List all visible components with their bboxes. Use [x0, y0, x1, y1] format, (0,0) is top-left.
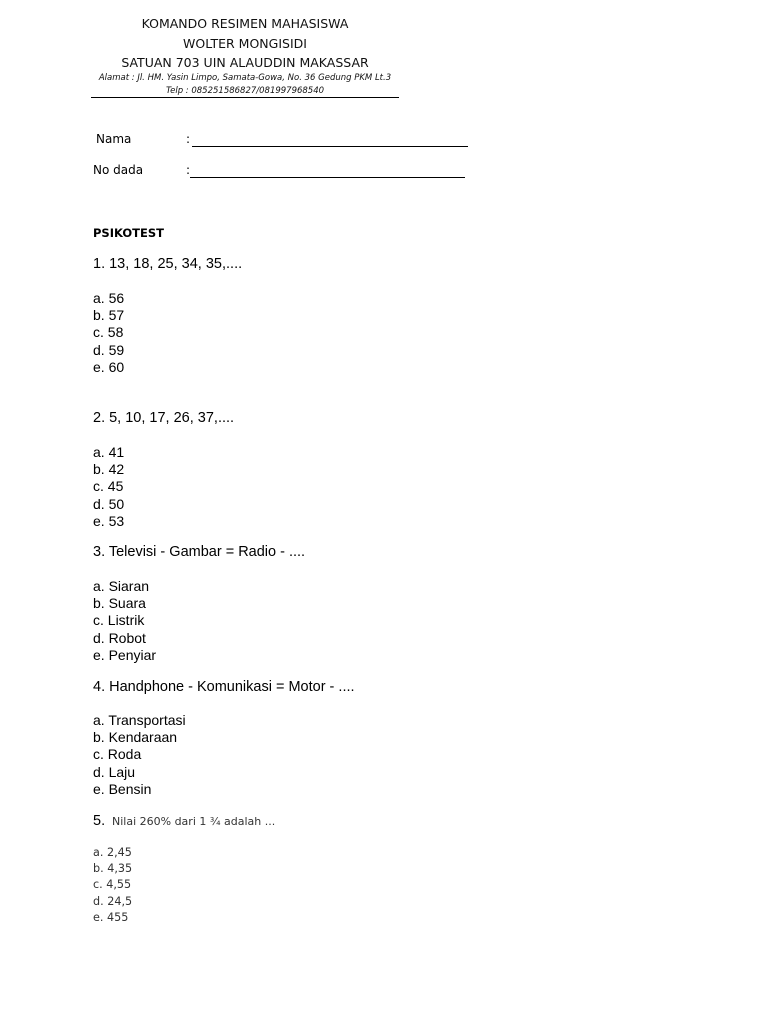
name-label: Nama [96, 132, 132, 146]
org-name-line-1: KOMANDO RESIMEN MAHASISWA [141, 16, 349, 31]
option-item: e. Bensin [93, 780, 152, 797]
header-divider [91, 97, 399, 98]
option-item: e. Penyiar [93, 646, 157, 663]
option-item: c. Listrik [93, 612, 145, 629]
option-item: d. Laju [93, 763, 136, 780]
option-item: a. Transportasi [93, 712, 186, 728]
number-field[interactable] [190, 177, 465, 178]
name-colon: : [186, 132, 191, 146]
option-item: a. 41 [93, 444, 125, 460]
org-phone: Telp : 085251586827/081997968540 [165, 86, 325, 96]
option-item: a. Siaran [93, 578, 150, 594]
option-item: b. 57 [93, 307, 125, 324]
question-1: 1. 13, 18, 25, 34, 35,.... [93, 256, 243, 272]
option-item: a. 56 [93, 290, 125, 306]
option-item: b. 42 [93, 461, 125, 478]
option-item: c. 58 [93, 324, 124, 341]
option-item: b. Suara [93, 595, 146, 612]
option-item: d. 24,5 [93, 894, 133, 908]
question-5: Nilai 260% dari 1 ¾ adalah ... [112, 815, 276, 828]
name-field[interactable] [192, 146, 468, 147]
number-label: No dada [93, 163, 144, 177]
question-3: 3. Televisi - Gambar = Radio - .... [93, 544, 306, 560]
org-address: Alamat : Jl. HM. Yasin Limpo, Samata-Gowa, No. 36 Gedung PKM Lt.3 [98, 73, 392, 83]
option-item: c. Roda [93, 746, 142, 763]
option-item: d. 50 [93, 495, 125, 512]
org-name-line-3: SATUAN 703 UIN ALAUDDIN MAKASSAR [121, 55, 369, 70]
option-item: a. 2,45 [93, 846, 132, 859]
number-colon: : [186, 163, 191, 177]
question-4-options [93, 712, 186, 798]
option-item: b. 4,35 [93, 862, 133, 876]
option-item: b. Kendaraan [93, 729, 178, 746]
question-3-options [93, 578, 156, 664]
option-item: e. 53 [93, 512, 125, 529]
option-item: d. 59 [93, 341, 125, 358]
option-item: e. 60 [93, 358, 125, 375]
question-5-number: 5. [93, 813, 106, 829]
option-item: e. 455 [93, 910, 129, 924]
question-5-options [93, 845, 132, 926]
section-title: PSIKOTEST [93, 226, 164, 240]
option-item: c. 4,55 [93, 878, 132, 892]
question-1-options [93, 290, 124, 376]
org-name-line-2: WOLTER MONGISIDI [183, 36, 307, 51]
question-2-options [93, 444, 124, 530]
option-item: c. 45 [93, 478, 124, 495]
option-item: d. Robot [93, 629, 146, 646]
question-4: 4. Handphone - Komunikasi = Motor - .... [93, 679, 355, 695]
question-2: 2. 5, 10, 17, 26, 37,.... [93, 410, 235, 426]
